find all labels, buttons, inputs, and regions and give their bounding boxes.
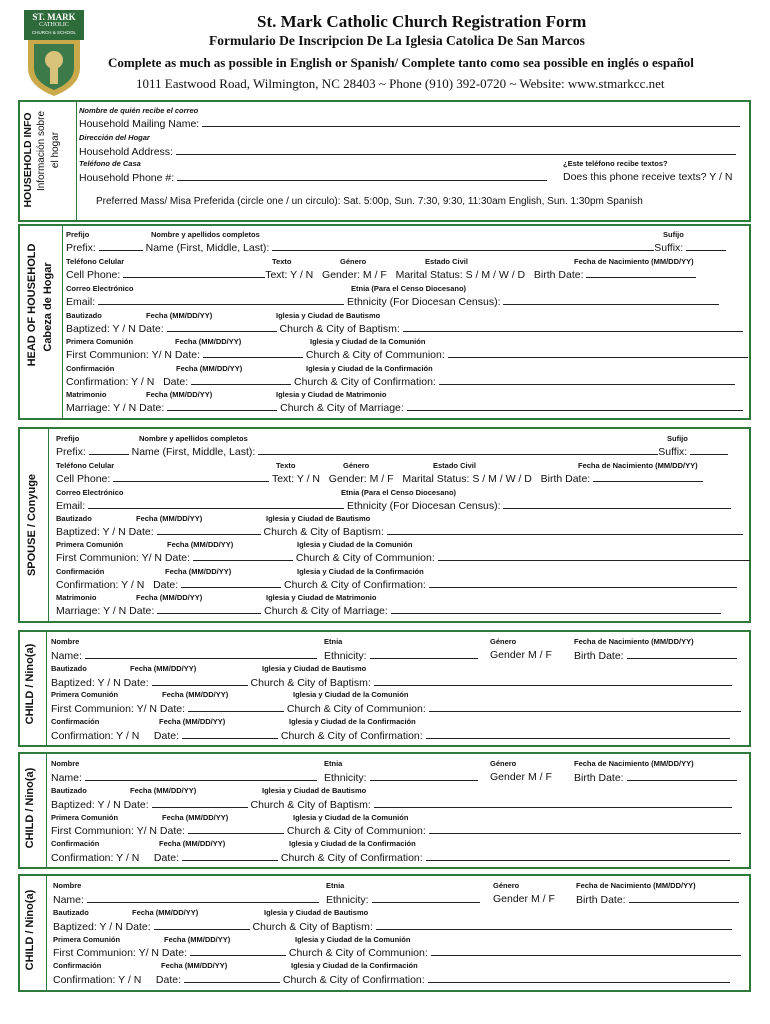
hoh-conf-date-field[interactable] bbox=[191, 375, 291, 385]
c2-name-label: Name: bbox=[51, 772, 82, 784]
c3-birth-field[interactable] bbox=[629, 893, 739, 903]
sp-gender[interactable]: Gender: M / F bbox=[328, 473, 394, 485]
c1-comm-church-field[interactable] bbox=[429, 702, 741, 712]
c1-birth-field[interactable] bbox=[627, 649, 737, 659]
hoh-bap-church-field[interactable] bbox=[403, 322, 743, 332]
c3-fecha-b: Fecha (MM/DD/YY) bbox=[132, 908, 199, 917]
phone-field[interactable] bbox=[177, 171, 547, 181]
hoh-correo: Correo Electrónico bbox=[66, 284, 134, 293]
hoh-email-field[interactable] bbox=[98, 295, 344, 305]
c2-confirmation[interactable]: Confirmation: Y / N bbox=[51, 852, 140, 864]
c3-etnia: Etnia bbox=[326, 881, 345, 890]
hoh-name-field[interactable] bbox=[272, 241, 654, 251]
sp-suffix-field[interactable] bbox=[690, 445, 728, 455]
c2-comm-church-label: Church & City of Communion: bbox=[286, 825, 426, 837]
c2-fecha-conf: Fecha (MM/DD/YY) bbox=[159, 839, 226, 848]
hoh-estado: Estado Civil bbox=[425, 257, 468, 266]
hoh-name-label: Name (First, Middle, Last): bbox=[145, 242, 270, 254]
c1-fecha-b: Fecha (MM/DD/YY) bbox=[130, 664, 197, 673]
sp-name-field[interactable] bbox=[258, 445, 658, 455]
c3-conf-church-label: Church & City of Confirmation: bbox=[282, 974, 425, 986]
c3-baptized[interactable]: Baptized: Y / N bbox=[53, 921, 123, 933]
logo-text-2: CATHOLIC bbox=[39, 22, 69, 28]
c1-birth-label: Birth Date: bbox=[574, 650, 624, 662]
c3-iglesia-bautismo: Iglesia y Ciudad de Bautismo bbox=[264, 908, 369, 917]
sp-conf-date-label: Date: bbox=[153, 579, 179, 591]
sp-birth-field[interactable] bbox=[593, 472, 703, 482]
hoh-fecha-c: Fecha (MM/DD/YY) bbox=[175, 337, 242, 346]
mailing-name-field[interactable] bbox=[202, 117, 740, 127]
sp-estado: Estado Civil bbox=[433, 461, 476, 470]
sp-iglesia-bautismo: Iglesia y Ciudad de Bautismo bbox=[266, 514, 371, 523]
hoh-conf-church-field[interactable] bbox=[439, 375, 735, 385]
hoh-telefono: Teléfono Celular bbox=[66, 257, 125, 266]
sp-fecha-c: Fecha (MM/DD/YY) bbox=[167, 540, 234, 549]
hoh-cell-field[interactable] bbox=[123, 268, 265, 278]
c1-bautizado: Bautizado bbox=[51, 664, 87, 673]
sp-cell-label: Cell Phone: bbox=[56, 473, 111, 485]
sp-texto: Texto bbox=[276, 461, 296, 470]
hoh-bap-date-field[interactable] bbox=[167, 322, 277, 332]
sp-iglesia-comunion: Iglesia y Ciudad de la Comunión bbox=[297, 540, 413, 549]
household-label-es-2: el hogar bbox=[50, 131, 61, 169]
logo-text-3: CHURCH & SCHOOL bbox=[31, 30, 76, 35]
c3-genero: Género bbox=[493, 881, 520, 890]
hoh-primera: Primera Comunión bbox=[66, 337, 134, 346]
c2-conf-church-label: Church & City of Confirmation: bbox=[280, 852, 423, 864]
c2-bap-date-label: Date: bbox=[123, 799, 149, 811]
c1-iglesia-comunion: Iglesia y Ciudad de la Comunión bbox=[293, 690, 409, 699]
hoh-fecha-m: Fecha (MM/DD/YY) bbox=[146, 390, 213, 399]
hoh-cell-label: Cell Phone: bbox=[66, 269, 121, 281]
phone-label: Household Phone #: bbox=[79, 172, 175, 184]
c2-genero: Género bbox=[490, 759, 517, 768]
hoh-iglesia-conf: Iglesia y Ciudad de la Confirmación bbox=[306, 364, 433, 373]
sp-bautizado: Bautizado bbox=[56, 514, 92, 523]
c1-conf-church-label: Church & City of Confirmation: bbox=[280, 730, 423, 742]
hoh-iglesia-mat: Iglesia y Ciudad de Matrimonio bbox=[276, 390, 387, 399]
c1-bap-date-label: Date: bbox=[123, 677, 149, 689]
sp-prefix-label: Prefix: bbox=[56, 446, 86, 458]
form-subtitle: Formulario De Inscripcion De La Iglesia Catolica De San Marcos bbox=[209, 33, 585, 48]
hoh-prefix-field[interactable] bbox=[99, 241, 143, 251]
hoh-marital[interactable]: Marital Status: S / M / W / D bbox=[395, 269, 526, 281]
c3-fecha-conf: Fecha (MM/DD/YY) bbox=[161, 961, 228, 970]
hoh-mar-date-field[interactable] bbox=[167, 401, 277, 411]
hoh-bap-date-label: Date: bbox=[138, 323, 164, 335]
hoh-prefijo: Prefijo bbox=[66, 230, 90, 239]
c1-bap-church-field[interactable] bbox=[374, 676, 732, 686]
sp-primera: Primera Comunión bbox=[56, 540, 124, 549]
address-label: Household Address: bbox=[79, 146, 173, 158]
c2-iglesia-comunion: Iglesia y Ciudad de la Comunión bbox=[293, 813, 409, 822]
household-label: HOUSEHOLD INFO bbox=[22, 112, 34, 208]
sp-iglesia-conf: Iglesia y Ciudad de la Confirmación bbox=[297, 567, 424, 576]
child-1-label: CHILD / Nino(a) bbox=[24, 643, 36, 725]
c1-etnia: Etnia bbox=[324, 637, 343, 646]
c1-conf-date-label: Date: bbox=[153, 730, 180, 742]
sp-bap-church-field[interactable] bbox=[387, 525, 743, 535]
child-2-label: CHILD / Nino(a) bbox=[24, 767, 36, 849]
c2-confirmacion: Confirmación bbox=[51, 839, 100, 848]
hoh-label: HEAD OF HOUSEHOLD bbox=[26, 243, 38, 367]
sp-marriage[interactable]: Marriage: Y / N bbox=[56, 605, 127, 617]
sp-genero: Género bbox=[343, 461, 370, 470]
sp-matrimonio: Matrimonio bbox=[56, 593, 97, 602]
c2-iglesia-bautismo: Iglesia y Ciudad de Bautismo bbox=[262, 786, 367, 795]
texts-label-es: ¿Este teléfono recibe textos? bbox=[563, 159, 668, 168]
c2-comm-church-field[interactable] bbox=[429, 824, 741, 834]
c2-fecha-nac: Fecha de Nacimiento (MM/DD/YY) bbox=[574, 759, 694, 768]
preferred-mass[interactable]: Preferred Mass/ Misa Preferida (circle one / un circulo): Sat. 5:00p, Sun. 7:30, 9:30, 11:30am English, Sun. 1:30pm Spanish bbox=[96, 196, 643, 207]
sp-conf-church-field[interactable] bbox=[429, 578, 737, 588]
sp-sufijo: Sufijo bbox=[667, 434, 688, 443]
c1-fecha-nac: Fecha de Nacimiento (MM/DD/YY) bbox=[574, 637, 694, 646]
sp-text-yn[interactable]: Text: Y / N bbox=[271, 473, 321, 485]
c2-bautizado: Bautizado bbox=[51, 786, 87, 795]
hoh-ethnicity-field[interactable] bbox=[503, 295, 719, 305]
hoh-sufijo: Sufijo bbox=[663, 230, 684, 239]
sp-telefono: Teléfono Celular bbox=[56, 461, 115, 470]
sp-correo: Correo Electrónico bbox=[56, 488, 124, 497]
c3-ethnicity-field[interactable] bbox=[372, 893, 480, 903]
c3-conf-date-label: Date: bbox=[155, 974, 182, 986]
c3-bautizado: Bautizado bbox=[53, 908, 89, 917]
household-label-es: Información sobre bbox=[36, 110, 47, 192]
sp-marital[interactable]: Marital Status: S / M / W / D bbox=[402, 473, 532, 485]
c1-iglesia-conf: Iglesia y Ciudad de la Confirmación bbox=[289, 717, 416, 726]
address-field[interactable] bbox=[176, 145, 736, 155]
hoh-bautizado: Bautizado bbox=[66, 311, 102, 320]
c1-conf-date-field[interactable] bbox=[182, 729, 278, 739]
c3-birth-label: Birth Date: bbox=[576, 894, 626, 906]
hoh-label-es: Cabeza de Hogar bbox=[42, 262, 54, 352]
hoh-bap-church-label: Church & City of Baptism: bbox=[279, 323, 400, 335]
child-3-label: CHILD / Nino(a) bbox=[24, 889, 36, 971]
c1-confirmacion: Confirmación bbox=[51, 717, 100, 726]
c2-fecha-b: Fecha (MM/DD/YY) bbox=[130, 786, 197, 795]
hoh-suffix-label: Suffix: bbox=[654, 242, 684, 254]
c3-conf-church-field[interactable] bbox=[428, 973, 730, 983]
hoh-mar-church-field[interactable] bbox=[407, 401, 743, 411]
c2-ethnicity-label: Ethnicity: bbox=[324, 772, 367, 784]
hoh-comm-date-field[interactable] bbox=[203, 348, 303, 358]
hoh-matrimonio: Matrimonio bbox=[66, 390, 107, 399]
hoh-birth-field[interactable] bbox=[586, 268, 696, 278]
c1-bap-date-field[interactable] bbox=[152, 676, 248, 686]
hoh-suffix-field[interactable] bbox=[686, 241, 726, 251]
sp-conf-church-label: Church & City of Confirmation: bbox=[284, 579, 426, 591]
hoh-confirmacion: Confirmación bbox=[66, 364, 115, 373]
hoh-mar-date-label: Date: bbox=[139, 402, 165, 414]
sp-mar-church-label: Church & City of Marriage: bbox=[264, 605, 388, 617]
c1-comm-date-label: Date: bbox=[159, 703, 186, 715]
c1-conf-church-field[interactable] bbox=[426, 729, 730, 739]
c2-comm-date-field[interactable] bbox=[188, 824, 284, 834]
c2-bap-church-field[interactable] bbox=[374, 798, 732, 808]
sp-ethnicity-label: Ethnicity (For Diocesan Census): bbox=[347, 500, 501, 512]
hoh-etnia-censo: Etnia (Para el Censo Diocesano) bbox=[351, 284, 467, 293]
c2-iglesia-conf: Iglesia y Ciudad de la Confirmación bbox=[289, 839, 416, 848]
c3-bap-date-field[interactable] bbox=[154, 920, 250, 930]
logo-text-1: ST. MARK bbox=[32, 12, 76, 22]
hoh-ethnicity-label: Ethnicity (For Diocesan Census): bbox=[347, 296, 501, 308]
c1-fecha-c: Fecha (MM/DD/YY) bbox=[162, 690, 229, 699]
c2-name-field[interactable] bbox=[85, 771, 317, 781]
c2-bap-church-label: Church & City of Baptism: bbox=[250, 799, 371, 811]
sp-nombre: Nombre y apellidos completos bbox=[139, 434, 248, 443]
sp-first-comm[interactable]: First Communion: Y/ N bbox=[56, 552, 162, 564]
hoh-confirmation[interactable]: Confirmation: Y / N bbox=[66, 376, 155, 388]
hoh-fecha-conf: Fecha (MM/DD/YY) bbox=[176, 364, 243, 373]
c2-etnia: Etnia bbox=[324, 759, 343, 768]
c3-comm-date-label: Date: bbox=[161, 947, 188, 959]
c1-primera: Primera Comunión bbox=[51, 690, 119, 699]
sp-email-label: Email: bbox=[56, 500, 86, 512]
hoh-marriage[interactable]: Marriage: Y / N bbox=[66, 402, 137, 414]
c1-confirmation[interactable]: Confirmation: Y / N bbox=[51, 730, 140, 742]
mailing-label-es: Nombre de quién recibe el correo bbox=[79, 106, 199, 115]
c2-conf-date-field[interactable] bbox=[182, 851, 278, 861]
sp-mar-date-field[interactable] bbox=[157, 604, 261, 614]
sp-baptized[interactable]: Baptized: Y / N bbox=[56, 526, 126, 538]
sp-confirmacion: Confirmación bbox=[56, 567, 105, 576]
sp-comm-date-field[interactable] bbox=[193, 551, 293, 561]
phone-label-es: Teléfono de Casa bbox=[79, 159, 141, 168]
sp-conf-date-field[interactable] bbox=[181, 578, 281, 588]
c2-comm-date-label: Date: bbox=[159, 825, 186, 837]
sp-etnia-censo: Etnia (Para el Censo Diocesano) bbox=[341, 488, 457, 497]
sp-name-label: Name (First, Middle, Last): bbox=[131, 446, 256, 458]
hoh-fecha-nac: Fecha de Nacimiento (MM/DD/YY) bbox=[574, 257, 694, 266]
c1-name-field[interactable] bbox=[85, 649, 317, 659]
c1-comm-church-label: Church & City of Communion: bbox=[286, 703, 426, 715]
c3-name-field[interactable] bbox=[87, 893, 319, 903]
hoh-label-cell bbox=[18, 224, 63, 420]
hoh-fecha-b: Fecha (MM/DD/YY) bbox=[146, 311, 213, 320]
hoh-comm-church-field[interactable] bbox=[448, 348, 748, 358]
c1-ethnicity-field[interactable] bbox=[370, 649, 478, 659]
c2-conf-church-field[interactable] bbox=[426, 851, 730, 861]
c1-iglesia-bautismo: Iglesia y Ciudad de Bautismo bbox=[262, 664, 367, 673]
hoh-email-label: Email: bbox=[66, 296, 96, 308]
sp-fecha-b: Fecha (MM/DD/YY) bbox=[136, 514, 203, 523]
mailing-name-label: Household Mailing Name: bbox=[79, 118, 200, 130]
c1-nombre: Nombre bbox=[51, 637, 80, 646]
hoh-nombre: Nombre y apellidos completos bbox=[151, 230, 260, 239]
c2-gender[interactable]: Gender M / F bbox=[490, 771, 552, 783]
c3-primera: Primera Comunión bbox=[53, 935, 121, 944]
hoh-text-yn[interactable]: Text: Y / N bbox=[265, 269, 314, 281]
hoh-comm-date-label: Date: bbox=[174, 349, 201, 361]
sp-ethnicity-field[interactable] bbox=[503, 499, 731, 509]
c1-bap-church-label: Church & City of Baptism: bbox=[250, 677, 371, 689]
c3-confirmation[interactable]: Confirmation: Y / N bbox=[53, 974, 142, 986]
sp-comm-church-field[interactable] bbox=[438, 551, 750, 561]
sp-fecha-conf: Fecha (MM/DD/YY) bbox=[165, 567, 232, 576]
sp-fecha-nac: Fecha de Nacimiento (MM/DD/YY) bbox=[578, 461, 698, 470]
c3-comm-date-field[interactable] bbox=[190, 946, 286, 956]
sp-email-field[interactable] bbox=[88, 499, 344, 509]
c2-baptized[interactable]: Baptized: Y / N bbox=[51, 799, 121, 811]
c2-ethnicity-field[interactable] bbox=[370, 771, 478, 781]
c3-comm-church-label: Church & City of Communion: bbox=[288, 947, 428, 959]
sp-comm-church-label: Church & City of Communion: bbox=[295, 552, 435, 564]
c2-birth-label: Birth Date: bbox=[574, 772, 624, 784]
sp-confirmation[interactable]: Confirmation: Y / N bbox=[56, 579, 145, 591]
sp-fecha-m: Fecha (MM/DD/YY) bbox=[136, 593, 203, 602]
c3-iglesia-comunion: Iglesia y Ciudad de la Comunión bbox=[295, 935, 411, 944]
form-title: St. Mark Catholic Church Registration Form bbox=[257, 12, 587, 31]
c1-first-comm[interactable]: First Communion: Y/ N bbox=[51, 703, 157, 715]
c1-gender[interactable]: Gender M / F bbox=[490, 649, 552, 661]
texts-question[interactable]: Does this phone receive texts? Y / N bbox=[563, 171, 733, 183]
c3-confirmacion: Confirmación bbox=[53, 961, 102, 970]
hoh-conf-date-label: Date: bbox=[163, 376, 189, 388]
c3-conf-date-field[interactable] bbox=[184, 973, 280, 983]
sp-cell-field[interactable] bbox=[113, 472, 269, 482]
c3-nombre: Nombre bbox=[53, 881, 82, 890]
hoh-baptized[interactable]: Baptized: Y / N bbox=[66, 323, 136, 335]
c3-name-label: Name: bbox=[53, 894, 84, 906]
form-address: 1011 Eastwood Road, Wilmington, NC 28403 ~ Phone (910) 392-0720 ~ Website: www.stmarkcc.net bbox=[136, 76, 665, 91]
hoh-iglesia-comunion: Iglesia y Ciudad de la Comunión bbox=[310, 337, 426, 346]
sp-iglesia-mat: Iglesia y Ciudad de Matrimonio bbox=[266, 593, 377, 602]
c2-conf-date-label: Date: bbox=[153, 852, 180, 864]
c2-fecha-c: Fecha (MM/DD/YY) bbox=[162, 813, 229, 822]
sp-prefijo: Prefijo bbox=[56, 434, 80, 443]
c2-nombre: Nombre bbox=[51, 759, 80, 768]
c3-fecha-nac: Fecha de Nacimiento (MM/DD/YY) bbox=[576, 881, 696, 890]
c3-ethnicity-label: Ethnicity: bbox=[326, 894, 369, 906]
hoh-birth-label: Birth Date: bbox=[533, 269, 584, 281]
c2-bap-date-field[interactable] bbox=[152, 798, 248, 808]
hoh-first-comm[interactable]: First Communion: Y/ N bbox=[66, 349, 172, 361]
address-label-es: Dirección del Hogar bbox=[79, 133, 150, 142]
c1-name-label: Name: bbox=[51, 650, 82, 662]
c1-genero: Género bbox=[490, 637, 517, 646]
hoh-iglesia-bautismo: Iglesia y Ciudad de Bautismo bbox=[276, 311, 381, 320]
c3-fecha-c: Fecha (MM/DD/YY) bbox=[164, 935, 231, 944]
hoh-genero: Género bbox=[340, 257, 367, 266]
sp-prefix-field[interactable] bbox=[89, 445, 129, 455]
sp-bap-date-label: Date: bbox=[128, 526, 154, 538]
c3-iglesia-conf: Iglesia y Ciudad de la Confirmación bbox=[291, 961, 418, 970]
hoh-prefix-label: Prefix: bbox=[66, 242, 96, 254]
c2-first-comm[interactable]: First Communion: Y/ N bbox=[51, 825, 157, 837]
sp-mar-date-label: Date: bbox=[129, 605, 155, 617]
c1-fecha-conf: Fecha (MM/DD/YY) bbox=[159, 717, 226, 726]
c3-comm-church-field[interactable] bbox=[431, 946, 741, 956]
c2-birth-field[interactable] bbox=[627, 771, 737, 781]
spouse-label: SPOUSE / Conyuge bbox=[26, 473, 38, 577]
church-logo bbox=[24, 10, 84, 96]
c3-gender[interactable]: Gender M / F bbox=[493, 893, 555, 905]
sp-comm-date-label: Date: bbox=[164, 552, 191, 564]
sp-suffix-label: Suffix: bbox=[658, 446, 688, 458]
hoh-gender[interactable]: Gender: M / F bbox=[322, 269, 387, 281]
c3-bap-church-label: Church & City of Baptism: bbox=[252, 921, 373, 933]
hoh-texto: Texto bbox=[272, 257, 292, 266]
form-instructions: Complete as much as possible in English or Spanish/ Complete tanto como sea possible en inglés o español bbox=[108, 55, 694, 70]
c1-baptized[interactable]: Baptized: Y / N bbox=[51, 677, 121, 689]
hoh-conf-church-label: Church & City of Confirmation: bbox=[294, 376, 436, 388]
sp-birth-label: Birth Date: bbox=[540, 473, 591, 485]
hoh-comm-church-label: Church & City of Communion: bbox=[305, 349, 445, 361]
sp-mar-church-field[interactable] bbox=[391, 604, 721, 614]
c3-bap-date-label: Date: bbox=[125, 921, 151, 933]
c2-primera: Primera Comunión bbox=[51, 813, 119, 822]
c3-first-comm[interactable]: First Communion: Y/ N bbox=[53, 947, 159, 959]
c1-ethnicity-label: Ethnicity: bbox=[324, 650, 367, 662]
c3-bap-church-field[interactable] bbox=[376, 920, 732, 930]
sp-bap-date-field[interactable] bbox=[157, 525, 261, 535]
hoh-mar-church-label: Church & City of Marriage: bbox=[280, 402, 404, 414]
sp-bap-church-label: Church & City of Baptism: bbox=[263, 526, 384, 538]
c1-comm-date-field[interactable] bbox=[188, 702, 284, 712]
